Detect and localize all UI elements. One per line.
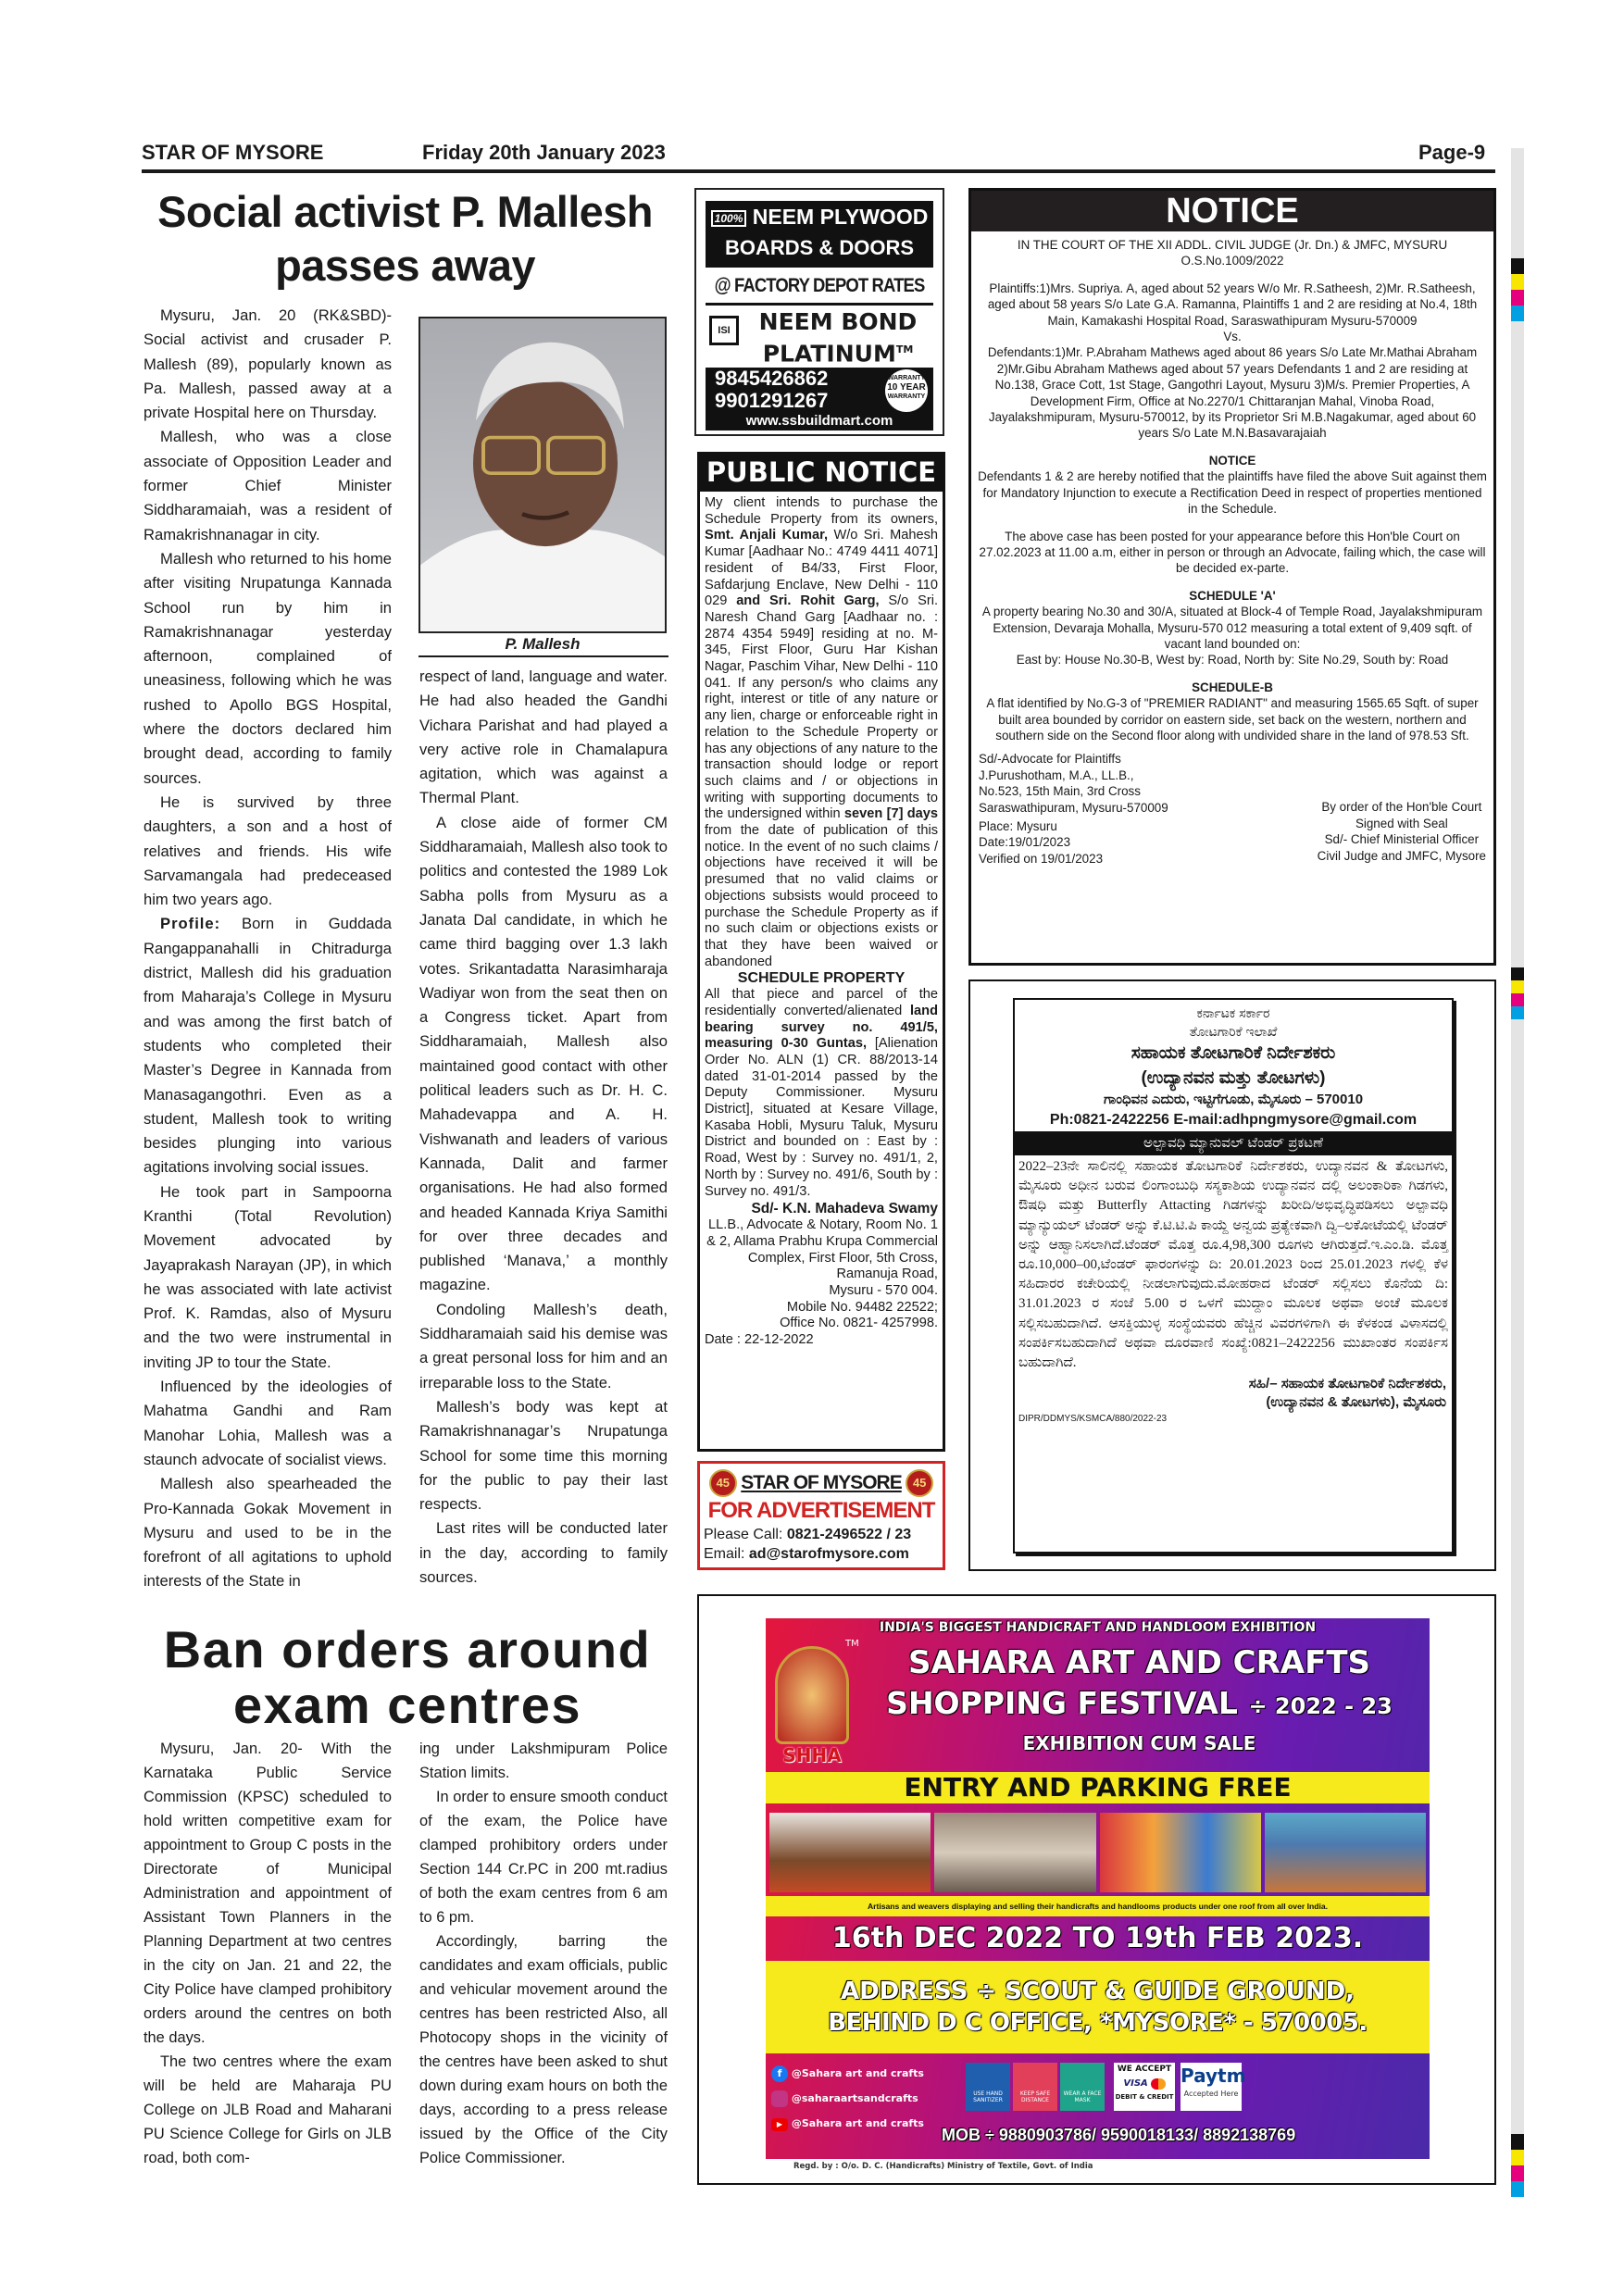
headline-line: Ban orders around xyxy=(163,1620,652,1678)
advocate-line: J.Purushotham, M.A., LL.B., xyxy=(979,767,1134,782)
text-segment: My client intends to purchase the Schedule Property from its owners, xyxy=(705,495,938,527)
court-order-line: Signed with Seal xyxy=(1355,816,1448,830)
color-registration-marks xyxy=(1511,258,1524,321)
issue-date: Friday 20th January 2023 xyxy=(422,141,666,164)
defendants: Defendants:1)Mr. P.Abraham Mathews aged about 86 years S/o Late Mr.Mathai Abraham 2)Mr.Gibu Abraham Mathews aged about 57 years Defendants 1 and 2 are residing at No.138, Grace Cott, 1st Stage, Gangothri Layout, Mysuru 3)M/s. Premier Properties, A Development Firm, Office at No.2270/1 Chittaranjan Mahal, Vinoba Road, Jayalakshmipuram, Mysuru-570012, by its Proprietor Sri M.B.Nagakumar, aged about 60 years S/o Late M.N.Basavarajaiah xyxy=(987,345,1478,441)
masthead-rule xyxy=(142,169,1495,173)
ad-headline: FOR ADVERTISEMENT xyxy=(707,1498,935,1523)
paragraph-text: The two centres where the exam will be held are Maharaja PU College on JLB Road and Maharani PU Science College for Girls on JLB road, both com- xyxy=(144,2053,392,2166)
advertisement-contact-box xyxy=(697,1461,945,1570)
paragraph-text: Mysuru, Jan. 20 (RK&SBD)- Social activist and crusader P. Mallesh (89), popularly known as Pa. Mallesh, passed away at a private Hospital here on Thursday. xyxy=(144,306,392,422)
sahara-exhibition-ad xyxy=(766,1618,1430,2174)
anniversary-emblem-icon: 45 xyxy=(906,1469,933,1497)
court-notice xyxy=(968,188,1496,966)
isi-mark-icon: ISI xyxy=(709,316,739,345)
paragraph xyxy=(419,1929,668,2170)
exhibition-photo xyxy=(1265,1813,1426,1892)
notice-heading: NOTICE xyxy=(1208,453,1256,468)
page-number: Page-9 xyxy=(1418,141,1486,164)
advocate-block xyxy=(979,751,1168,816)
ad-line: NEEM PLYWOOD xyxy=(752,205,929,229)
venue-address: BEHIND D C OFFICE, *MYSORE* - 570005. xyxy=(828,2009,1368,2037)
website-link: www.ssbuildmart.com xyxy=(706,413,933,430)
schedule-a-heading: SCHEDULE 'A' xyxy=(1189,588,1276,603)
paragraph-text: A close aide of former CM Siddharamaiah, Mallesh also took to politics and contested the 1989 Lok Sabha polls from Mysuru as a Janata Dal candidate, in which he came third bagging over 1.3 lakh votes. Srikantadatta Narasimharaja Wadiyar won from the seat then on a Congress ticket. Apart from Siddharamaiah, Mallesh also maintained good contact with other political leaders such as Dr. H. C. Mahadevappa and A. H. Vishwanath and leaders of various Kannada, Dalit and farmer organisations. He had also formed and headed Kannada Kriya Samithi for over three decades and published ‘Manava,’ a monthly magazine. xyxy=(419,813,668,1294)
court-order-block xyxy=(1318,751,1486,867)
color-swatch xyxy=(1511,290,1524,306)
tender-body: 2022–23ನೇ ಸಾಲಿನಲ್ಲಿ ಸಹಾಯಕ ತೋಟಗಾರಿಕೆ ನಿರ್ದೇಶಕರು, ಉದ್ಯಾನವನ & ತೋಟಗಳು, ಮೈಸೂರು ಅಧೀನ ಬರುವ ಲಿಂಗಾಂಬುಧಿ ಸಸ್ಯಕಾಶಿಯ ಉದ್ಯಾನವನ ದಲ್ಲಿ ಅಲಂಕಾರಿಕಾ ಗಿಡಗಳು, ಔಷಧಿ ಮತ್ತು Butterfly Attacting ಗಿಡಗಳನ್ನು ಖರೀದಿ/ಅಭಿವೃದ್ಧಿಪಡಿಸಲು ಅಲ್ಪಾವಧಿ ಮ್ಯಾನ್ಯುಯಲ್ ಟೆಂಡರ್ ಅನ್ನು ಕೆ.ಟಿ.ಟಿ.ಪಿ ಕಾಯ್ದೆ ಅನ್ವಯ ಪ್ರತ್ಯೇಕವಾಗಿ ದ್ವಿ–ಲಕೋಟೆಯಲ್ಲಿ ಟೆಂಡರ್ ಅನ್ನು ಆಹ್ವಾನಿಸಲಾಗಿದೆ.ಟೆಂಡರ್ ಮೊತ್ತ ರೂ.4,98,300 ರೂಗಳು ಆಗಿರುತ್ತದೆ.ಇ.ಎಂ.ಡಿ. ಮೊತ್ತ ರೂ.10,000–00,ಟೆಂಡರ್ ಫಾರಂಗಳನ್ನು ದಿ: 20.01.2023 ರಿಂದ 25.01.2023 ಗಳಲ್ಲಿ ಕೆಳ ಸಹಿದಾರರ ಕಚೇರಿಯಲ್ಲಿ ನೀಡಲಾಗುವುದು.ಮೋಹರಾದ ಟೆಂಡರ್ ಸಲ್ಲಿಸಲು ಕೊನೆಯ ದಿ: 31.01.2023 ರ ಸಂಜೆ 5.00 ರ ಒಳಗೆ ಮುದ್ದಾಂ ಮೂಲಕ ಅಥವಾ ಅಂಚೆ ಮೂಲಕ ಸಲ್ಲಿಸಬಹುದಾಗಿದೆ. ಆಸಕ್ತಿಯುಳ್ಳ ಸಂಸ್ಥೆಯವರು ಹೆಚ್ಚಿನ ವಿವರಗಳಿಗಾಗಿ ಈ ಕೆಳಕಂಡ ವಿಳಾಸದಲ್ಲಿ ಸಂಪರ್ಕಿಸಬಹುದಾಗಿದೆ ಅಥವಾ ದೂರವಾಣಿ ಸಂಖ್ಯೆ:0821–2422256 ಮುಖಾಂತರ ಸಂಪರ್ಕಿಸ ಬಹುದಾಗಿದೆ. xyxy=(1018,1159,1448,1371)
article-column xyxy=(419,1737,668,2170)
tender-heading: ಅಲ್ಪಾವಧಿ ಮ್ಯಾನುವಲ್ ಟೆಂಡರ್ ಪ್ರಕಟಣೆ xyxy=(1015,1131,1452,1155)
sahara-ad-frame xyxy=(697,1594,1496,2185)
ad-subtitle: EXHIBITION CUM SALE xyxy=(1022,1732,1256,1754)
schedule-a-text: A property bearing No.30 and 30/A, situated at Block-4 of Temple Road, Jayalakshmipuram Extension, Devaraja Mohalla, Mysuru-570 012 measuring a total extent of 9,409 sqft. of vacant land bounded on: xyxy=(981,605,1483,651)
article-headline xyxy=(139,185,671,293)
youtube-icon: ▶ xyxy=(771,2118,788,2131)
signatory-address xyxy=(705,1217,938,1332)
color-swatch xyxy=(1511,258,1524,274)
article-headline xyxy=(139,1622,676,1733)
paragraph xyxy=(419,811,668,1298)
exhibition-photo xyxy=(934,1813,1095,1892)
paragraph-text: Influenced by the ideologies of Mahatma Gandhi and Ram Manohar Lohia, Mallesh was a staunch advocate of socialist views. xyxy=(144,1378,392,1468)
schedule-b-text: A flat identified by No.G-3 of "PREMIER RADIANT" and measuring 1565.65 Sqft. of super built area bounded by corridor on eastern side, set back on the western, northern and southern side on the Second floor along with undivided share in the land of 978.53 Sft. xyxy=(986,696,1479,742)
hearing-text: The above case has been posted for your appearance before this Hon'ble Court on 27.02.2023 at 11.00 a.m, either in person or through an Advocate, failing which, the case will be decided ex-parte. xyxy=(979,529,1486,576)
paragraph-lead: Profile: xyxy=(160,915,221,933)
color-registration-marks xyxy=(1511,967,1524,1019)
text-segment: from the date of publication of this notice. In the event of no such claims / objections have received it will be presumed that no valid claims or objections subsists would proceed to purchase the Schedule Property as if no such claim or objections exists or that they have been waived or abandoned xyxy=(705,823,938,969)
color-swatch xyxy=(1511,1006,1524,1019)
paragraph xyxy=(419,665,668,811)
trademark: TM xyxy=(845,1639,859,1649)
color-swatch xyxy=(1511,2165,1524,2181)
notice-paragraph xyxy=(705,987,938,1200)
place-date-block xyxy=(979,818,1168,867)
entry-banner: ENTRY AND PARKING FREE xyxy=(766,1772,1430,1803)
tender-notice-frame xyxy=(968,980,1496,1571)
mobile-numbers: MOB ÷ 9880903786/ 9590018133/ 8892138769 xyxy=(942,2126,1296,2144)
paragraph-text: respect of land, language and water. He had also headed the Gandhi Vichara Parishat and had played a very active role in Chamalapura agitation, which was against a Thermal Plant. xyxy=(419,668,668,807)
phone-number: 0821-2496522 / 23 xyxy=(786,1527,912,1542)
trademark: TM xyxy=(895,343,914,356)
reference-code: DIPR/DDMYS/KSMCA/880/2022-23 xyxy=(1018,1414,1168,1425)
warranty-seal: WARRANTY 10 YEAR WARRANTY xyxy=(885,369,928,412)
text-segment: Smt. Anjali Kumar, xyxy=(705,528,829,543)
paragraph xyxy=(144,425,392,546)
paragraph xyxy=(419,1516,668,1590)
notice-paragraph xyxy=(705,495,938,970)
exhibition-photo xyxy=(1100,1813,1261,1892)
government-name: ಕರ್ನಾಟಕ ಸರ್ಕಾರ xyxy=(1196,1005,1270,1020)
email-label: Email: xyxy=(704,1546,745,1562)
facebook-icon: f xyxy=(771,2065,788,2082)
place-date-line: Verified on 19/01/2023 xyxy=(979,851,1104,866)
phone-number: 9845426862 xyxy=(715,367,829,390)
artisans-banner: Artisans and weavers displaying and selling their handicrafts and handlooms products under one roof from all over India. xyxy=(766,1896,1430,1916)
paragraph-text: Mallesh who returned to his home after visiting Nrupatunga Kannada School run by him in Ramakrishnanagar yesterday afternoon, complained of uneasiness, following which he was rushed to Apollo BGS Hospital, where the doctors declared him brought dead, according to family sources. xyxy=(144,549,392,787)
paragraph xyxy=(144,547,392,791)
article-column xyxy=(419,665,668,1590)
court-order-line: Sd/- Chief Ministerial Officer xyxy=(1324,832,1480,847)
email-link[interactable]: ad@starofmysore.com xyxy=(748,1546,909,1562)
text-segment: W/o Sri. Mahesh Kumar [Aadhaar No.: 4749 4411 4071] resident of B4/33, First Floor, Safdarjung Enclave, New Delhi - 110 029 xyxy=(705,528,938,609)
department-name: ತೋಟಗಾರಿಕೆ ಇಲಾಖೆ xyxy=(1189,1024,1278,1039)
schedule-a-bounds: East by: House No.30-B, West by: Road, North by: Site No.29, South by: Road xyxy=(1016,653,1449,668)
paragraph-text: He is survived by three daughters, a son and a host of relatives and friends. His wife Sarvamangala had predeceased him two years ago. xyxy=(144,792,392,909)
headline-line: passes away xyxy=(275,241,535,290)
advertisement-area xyxy=(694,188,1496,2185)
safety-icon: WEAR A FACE MASK xyxy=(1060,2063,1105,2111)
public-notice xyxy=(697,452,945,1452)
text-segment: [Alienation Order No. ALN (1) CR. 88/2013-14 dated 31-01-2014 passed by the Deputy Commissioner. Mysuru District], situated at Kesare Village, Kasaba Hobli, Mysuru Taluk, Mysuru District and bounded on : East by : Road, West by : Survey no. 491/1, 2, North by : Survey no. 491/6, South by : Survey no. 491/3. xyxy=(705,1036,938,1199)
paragraph xyxy=(419,1737,668,1785)
headline-line: exam centres xyxy=(232,1676,581,1734)
paragraph-text: ing under Lakshmipuram Police Station limits. xyxy=(419,1741,668,1781)
registration-strip: Regd. by : O/o. D. C. (Handicrafts) Ministry of Textile, Govt. of India xyxy=(766,2159,1430,2174)
paragraph xyxy=(144,1375,392,1472)
versus: Vs. xyxy=(1223,330,1242,344)
safety-icon: KEEP SAFE DISTANCE xyxy=(1013,2063,1057,2111)
address-line: Mysuru - 570 004. xyxy=(829,1283,938,1299)
office-address: ಗಾಂಧಿವನ ಎದುರು, ಇಟ್ಟಿಗೆಗೂಡು, ಮೈಸೂರು – 570010 xyxy=(1103,1092,1364,1107)
tender-notice xyxy=(1013,998,1454,1554)
exhibition-photos xyxy=(766,1813,1430,1892)
address-banner xyxy=(766,1961,1430,2053)
ad-tagline: INDIA'S BIGGEST HANDICRAFT AND HANDLOOM EXHIBITION xyxy=(879,1620,1317,1635)
call-label: Please Call: xyxy=(704,1527,783,1542)
office-contact: Ph:0821-2422256 E-mail:adhpngmysore@gmail.com xyxy=(1049,1112,1418,1128)
brand-name: NEEM BOND xyxy=(758,308,918,335)
portrait-image xyxy=(420,318,665,631)
paragraph xyxy=(144,912,392,1179)
mastercard-icon xyxy=(1151,2078,1166,2090)
paragraph xyxy=(144,1180,392,1375)
safety-icons xyxy=(966,2063,1105,2111)
paragraph xyxy=(144,791,392,912)
court-name: IN THE COURT OF THE XII ADDL. CIVIL JUDGE (Jr. Dn.) & JMFC, MYSURU xyxy=(1017,238,1448,252)
color-swatch xyxy=(1511,993,1524,1006)
notice-date: Date : 22-12-2022 xyxy=(705,1332,814,1348)
paragraph-text: Born in Guddada Rangappanahalli in Chitradurga district, Mallesh did his graduation from Maharaja’s College in Mysuru and was among the first batch of students who completed their Master’s Degree in Kannada from Manasagangothri. Even as a student, Mallesh took to writing besides plunging into various agitations involving social issues. xyxy=(144,915,392,1177)
notice-title: PUBLIC NOTICE xyxy=(700,455,943,492)
paragraph-text: Mallesh also spearheaded the Pro-Kannada Gokak Movement in Mysuru and used to be in the forefront of all agitations to uphold interests of the State in xyxy=(144,1475,392,1591)
paragraph xyxy=(144,1472,392,1593)
color-swatch xyxy=(1511,2134,1524,2150)
paragraph xyxy=(144,304,392,425)
paper-name: STAR OF MYSORE xyxy=(142,141,324,164)
court-order-line: By order of the Hon'ble Court xyxy=(1321,800,1482,815)
place-date-line: Place: Mysuru xyxy=(979,819,1057,833)
paragraph xyxy=(144,2050,392,2170)
office-name: ಸಹಾಯಕ ತೋಟಗಾರಿಕೆ ನಿರ್ದೇಶಕರು xyxy=(1131,1043,1336,1063)
portrait-photo xyxy=(418,317,667,633)
caption-rule xyxy=(418,655,668,657)
article-column xyxy=(144,304,392,1594)
instagram-icon xyxy=(771,2090,788,2107)
ad-line: @ FACTORY DEPOT RATES xyxy=(714,275,925,296)
safety-icon: USE HAND SANITIZER xyxy=(966,2063,1010,2111)
exhibition-photo xyxy=(769,1813,931,1892)
text-segment: S/o Sri. Naresh Chand Garg [Aadhaar no. : 2874 4354 5949] residing at no. M-345, First Floor, Guru Har Kishan Nagar, Paschim Vihar, New Delhi - 110 041. If any person/s who claims any right, interest or title of any nature or any lien, charge or enforceable right in relation to the Schedule Property or has any objections of any nature to the transaction should lodge or report such claims and / or objections in writing with supporting documents to the undersigned within xyxy=(705,593,939,822)
paytm-badge: Paytm Accepted Here xyxy=(1181,2063,1242,2111)
color-swatch xyxy=(1511,306,1524,321)
paragraph-text: Last rites will be conducted later in the day, according to family sources. xyxy=(419,1519,668,1586)
badge-100: 100% xyxy=(711,210,747,227)
plaintiffs: Plaintiffs:1)Mrs. Supriya. A, aged about 52 years W/o Mr. R.Satheesh, 2)Mr. R.Satheesh, aged about 58 years S/o Late G.A. Ramanna, Plaintiffs 1 and 2 are residing at No.4, 18th Main, Kamakashi Hospital Road, Saraswathipuram Mysuru-570009 xyxy=(987,281,1478,328)
paragraph-text: Condoling Mallesh’s death, Siddharamaiah said his demise was a great personal loss for him and an irreparable loss to the State. xyxy=(419,1300,668,1391)
exhibition-dates: 16th DEC 2022 TO 19th FEB 2023. xyxy=(831,1922,1364,1954)
address-line: Mobile No. 94482 22522; xyxy=(786,1299,938,1315)
paragraph-text: Accordingly, barring the candidates and exam officials, public and vehicular movement around the centres has been restricted Also, all Photocopy shops in the vicinity of the centres have been asked to shut down during exam hours on both the days, according to a press release issued by the Office of the City Police Commissioner. xyxy=(419,1933,668,2166)
color-swatch xyxy=(1511,967,1524,980)
paragraph-text: Mallesh, who was a close associate of Opposition Leader and former Chief Minister Siddharamaiah, was a resident of Ramakrishnanagar in city. xyxy=(144,428,392,543)
shha-logo: SHHA xyxy=(775,1646,849,1766)
paragraph xyxy=(419,1298,668,1395)
photo-caption: P. Mallesh xyxy=(505,635,581,653)
youtube-handle[interactable]: @Sahara art and crafts xyxy=(791,2117,924,2129)
ad-line: BOARDS & DOORS xyxy=(724,235,915,259)
schedule-heading: SCHEDULE PROPERTY xyxy=(737,970,906,987)
notice-title: NOTICE xyxy=(971,191,1493,231)
article-column xyxy=(144,1737,392,2170)
neem-plywood-ad xyxy=(694,188,944,436)
paragraph-text: He took part in Sampoorna Kranthi (Total Revolution) Movement advocated by Jayaprakash Narayan (JP), in which he was associated with late activist Prof. K. Ramdas, also of Mysuru and the two were instrumental in inviting JP to tour the State. xyxy=(144,1182,392,1371)
notice-text: Defendants 1 & 2 are hereby notified that the plaintiffs have filed the above Suit against them for Mandatory Injunction to execute a Rectification Deed in respect of properties mentioned in the Schedule. xyxy=(978,469,1487,517)
text-segment: seven [7] days xyxy=(843,806,939,822)
paragraph-text: Mallesh’s body was kept at Ramakrishnanagar’s Nrupatunga School for some time this morning for the public to pay their last respects. xyxy=(419,1397,668,1514)
advocate-line: No.523, 15th Main, 3rd Cross xyxy=(979,784,1141,799)
card-acceptance: WE ACCEPT VISA DEBIT & CREDIT xyxy=(1114,2063,1175,2111)
office-subtitle: (ಉದ್ಯಾನವನ ಮತ್ತು ತೋಟಗಳು) xyxy=(1141,1068,1326,1088)
color-swatch xyxy=(1511,2150,1524,2165)
court-order-line: Civil Judge and JMFC, Mysore xyxy=(1317,848,1486,863)
anniversary-emblem-icon: 45 xyxy=(709,1469,737,1497)
signatory: Sd/- K.N. Mahadeva Swamy xyxy=(751,1201,938,1217)
print-margin-strip xyxy=(1511,148,1524,2162)
paragraph xyxy=(419,1395,668,1516)
color-swatch xyxy=(1511,2181,1524,2197)
ad-title: SAHARA ART AND CRAFTS xyxy=(907,1644,1371,1681)
tender-signatory: (ಉದ್ಯಾನವನ & ತೋಟಗಳು), ಮೈಸೂರು xyxy=(1266,1394,1446,1411)
address-line: Office No. 0821- 4257998. xyxy=(780,1316,938,1331)
paragraph xyxy=(419,1785,668,1929)
paragraph-text: In order to ensure smooth conduct of the exam, the Police have clamped prohibitory orders under Section 144 Cr.PC in 200 mt.radius of both the exam centres from 6 am to 6 pm. xyxy=(419,1789,668,1926)
color-swatch xyxy=(1511,980,1524,993)
case-number: O.S.No.1009/2022 xyxy=(1181,254,1284,268)
facebook-handle[interactable]: @Sahara art and crafts xyxy=(791,2067,924,2079)
schedule-b-heading: SCHEDULE-B xyxy=(1192,680,1273,694)
text-segment: All that piece and parcel of the residentially converted/alienated xyxy=(705,987,938,1018)
text-segment: and Sri. Rohit Garg, xyxy=(736,593,880,609)
color-registration-marks xyxy=(1511,2134,1524,2197)
visa-icon: VISA xyxy=(1123,2078,1148,2089)
advocate-line: Saraswathipuram, Mysuru-570009 xyxy=(979,800,1168,815)
place-date-line: Date:19/01/2023 xyxy=(979,835,1071,850)
advocate-line: Sd/-Advocate for Plaintiffs xyxy=(979,752,1121,767)
brand-name: PLATINUM xyxy=(762,340,896,368)
brand-name: STAR OF MYSORE xyxy=(741,1472,902,1493)
ad-year: ÷ 2022 - 23 xyxy=(1248,1693,1393,1719)
paragraph xyxy=(144,1737,392,2050)
headline-line: Social activist P. Mallesh xyxy=(157,187,653,236)
color-swatch xyxy=(1511,274,1524,290)
phone-number: 9901291267 xyxy=(715,389,829,412)
paragraph-text: Mysuru, Jan. 20- With the Karnataka Public Service Commission (KPSC) scheduled to hold written competitive exam for appointment to Group C posts in the Directorate of Municipal Administration and appointment of Assistant Town Planners in the Planning Department at two centres in the city on Jan. 21 and 22, the City Police have clamped prohibitory orders around the centres on both the days. xyxy=(144,1741,392,2046)
text-segment: land bearing survey no. 491/5, measuring 0-30 Guntas, xyxy=(705,1003,938,1052)
venue-address: ADDRESS ÷ SCOUT & GUIDE GROUND, xyxy=(840,1978,1355,2005)
tender-signatory: ಸಹಿ/– ಸಹಾಯಕ ತೋಟಗಾರಿಕೆ ನಿರ್ದೇಶಕರು, xyxy=(1248,1376,1446,1392)
ad-title: SHOPPING FESTIVAL ÷ 2022 - 23 xyxy=(886,1685,1393,1721)
address-line: LL.B., Advocate & Notary, Room No. 1 & 2, Allama Prabhu Krupa Commercial Complex, First Floor, 5th Cross, Ramanuja Road, xyxy=(706,1217,938,1282)
instagram-handle[interactable]: @saharaartsandcrafts xyxy=(791,2092,918,2104)
